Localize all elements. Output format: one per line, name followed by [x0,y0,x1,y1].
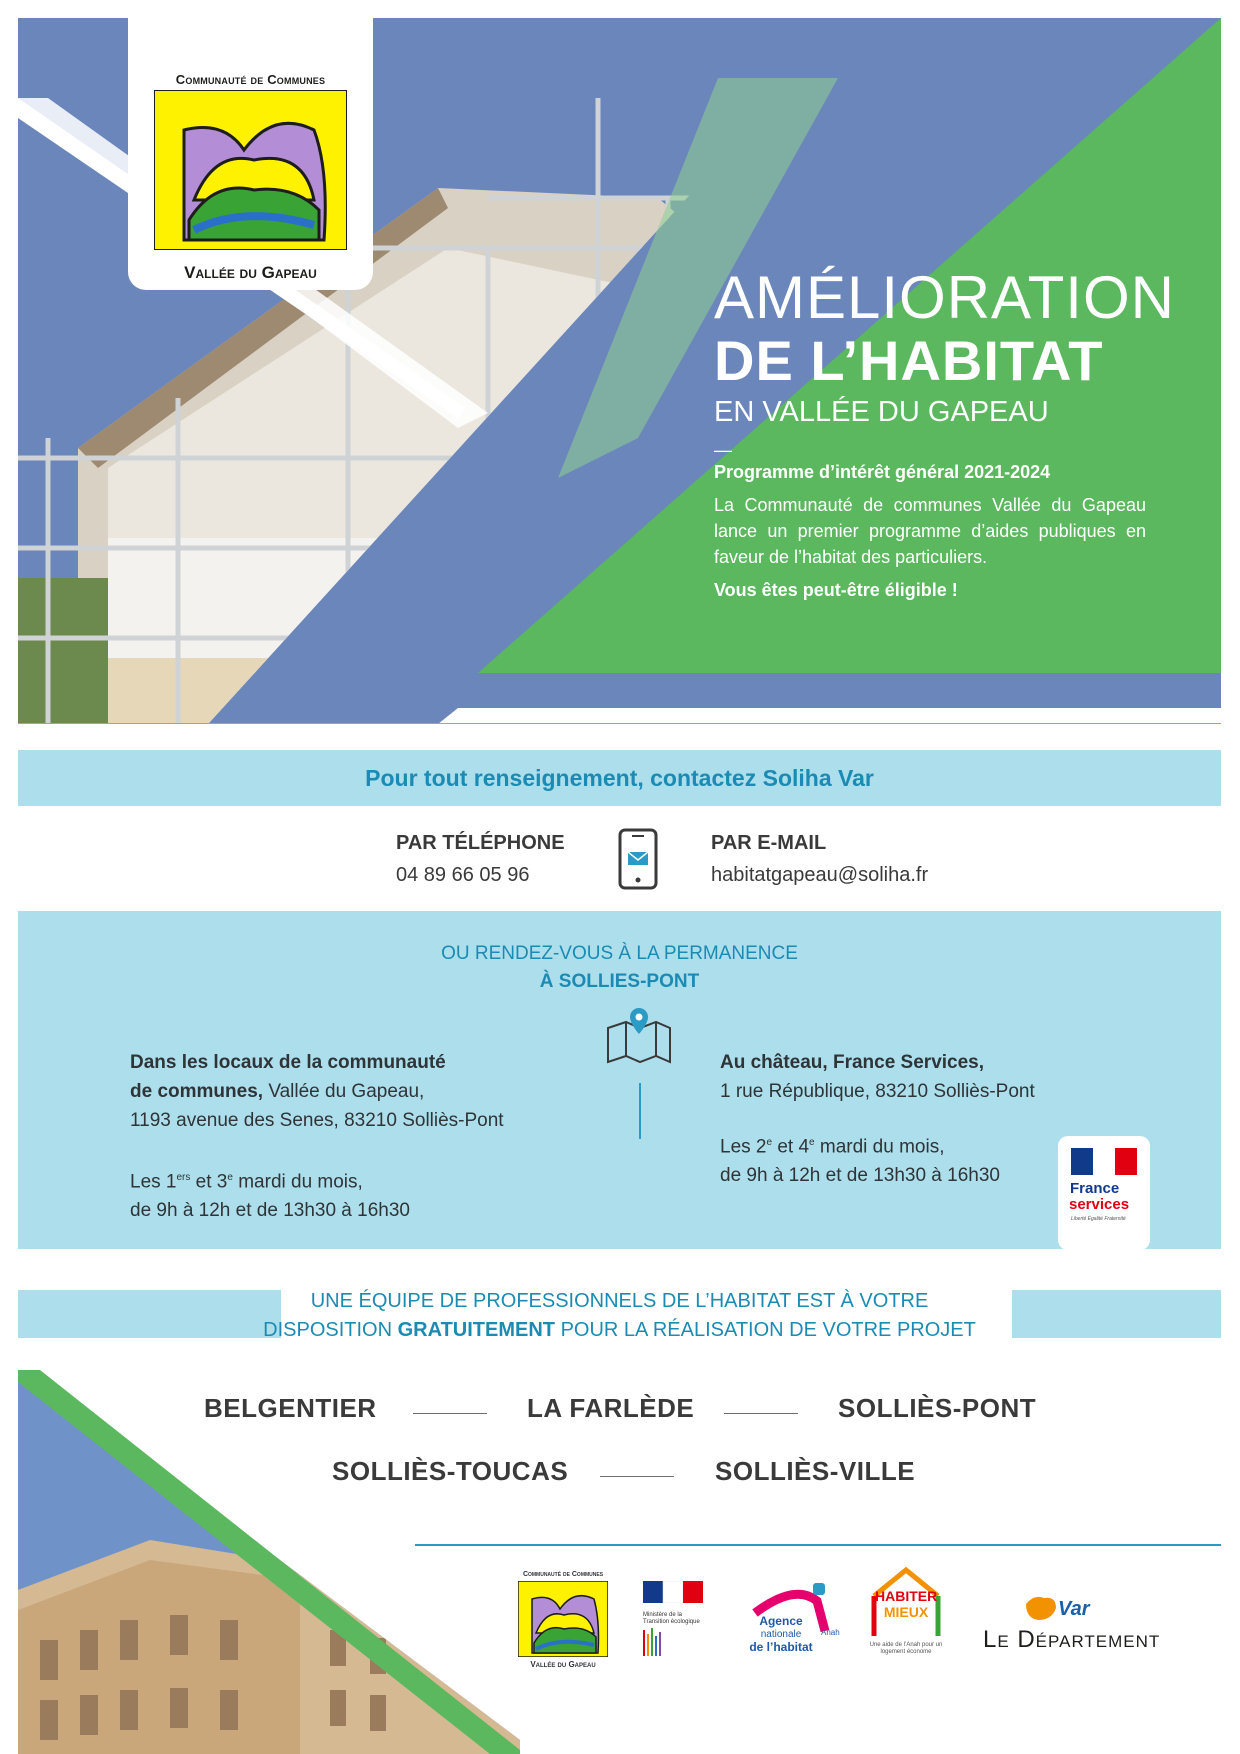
program-label: Programme d’intérêt général 2021-2024 [714,462,1051,482]
appointment-title-line2: À SOLLIES-PONT [539,971,700,992]
contact-banner [18,750,1221,806]
partner-habiter-mieux-logo [867,1566,945,1676]
phone-label: PAR TÉLÉPHONE [396,832,565,854]
location-left [130,1048,600,1225]
marianne-flag-icon [1071,1148,1137,1175]
partner-cc-bottom: Vallée du Gapeau [530,1660,596,1669]
intro-paragraph: La Communauté de communes Vallée du Gapeau lance un premier programme d’aides publiques en faveur de l’habitat des particuliers. [714,495,1146,567]
location-right-address: 1 rue République, 83210 Solliès-Pont [720,1081,1035,1102]
logo-top-text: Communauté de Communes [175,72,326,87]
hero-subtitle: EN VALLÉE DU GAPEAU [714,396,1049,428]
hero-dash: — [714,440,732,460]
partner-ministere-text: Ministère de la Transition écologique [643,1612,700,1625]
sched-text: Les 2 [720,1136,767,1158]
departement-label: Le Département [983,1626,1161,1653]
marianne-flag-small-icon [643,1581,703,1603]
team-line2-b: POUR LA RÉALISATION DE VOTRE PROJET [555,1319,976,1341]
contact-banner-text: Pour tout renseignement, contactez Soliha Var [365,765,874,791]
eligible-callout: Vous êtes peut-être éligible ! [714,580,958,600]
town-la-farlede: LA FARLÈDE [527,1393,695,1423]
sched-text: mardi du mois, [232,1171,363,1193]
france-services-motto: Liberté Égalité Fraternité [1071,1216,1126,1222]
town-separator [413,1413,487,1414]
location-left-address: 1193 avenue des Senes, 83210 Solliès-Pont [130,1110,504,1131]
partner-ministere-logo [643,1581,711,1671]
sched-text: et 3 [190,1171,228,1193]
bottom-photo-illustration [0,1370,520,1754]
anah-line2: nationale [760,1629,802,1640]
phone-email-icon [618,828,658,890]
logo-bottom-text: Vallée du Gapeau [184,263,317,282]
location-left-bold2: de communes, [130,1081,264,1102]
sched-text: Les 1 [130,1171,177,1193]
france-services-logo [1058,1136,1150,1250]
divider-line [415,1544,1221,1546]
location-right [720,1048,1080,1190]
appointment-title-line1: OU RENDEZ-VOUS À LA PERMANENCE [441,943,798,964]
sched-sup: e [809,1137,815,1148]
france-services-services: services [1069,1196,1130,1213]
town-belgentier: BELGENTIER [204,1393,377,1423]
team-line2-bold: GRATUITEMENT [397,1319,556,1341]
partner-cc-top: Communauté de Communes [522,1571,604,1578]
ministere-bars-icon [643,1626,663,1656]
divider-line [18,723,1221,724]
logo-card [128,18,373,290]
location-left-rest2: Vallée du Gapeau, [263,1081,425,1102]
france-services-france: France [1070,1180,1120,1197]
town-separator [724,1413,798,1414]
habiter-tag: Une aide de l’Anah pour un logement économe [869,1642,943,1655]
vallee-du-gapeau-logo-icon [154,90,347,250]
hero-title-line1: AMÉLIORATION [714,264,1175,331]
var-label: Var [1058,1598,1090,1620]
town-sollies-toucas: SOLLIÈS-TOUCAS [332,1456,569,1486]
sched-sup: e [766,1137,773,1148]
sched-text: et 4 [772,1136,810,1158]
var-map-icon [1024,1594,1058,1622]
habiter-line1: HABITER [875,1588,938,1604]
partner-anah-logo [745,1583,845,1668]
anah-line1: Agence [759,1614,803,1628]
phone-value[interactable]: 04 89 66 05 96 [396,864,530,886]
sched-sup: e [227,1172,233,1183]
anah-tag: Anah [821,1628,840,1637]
location-left-hours: de 9h à 12h et de 13h30 à 16h30 [130,1200,410,1222]
sched-text: mardi du mois, [814,1136,945,1158]
team-line2-a: DISPOSITION [263,1319,398,1341]
sched-sup: ers [176,1172,191,1183]
team-line1: UNE ÉQUIPE DE PROFESSIONNELS DE L’HABITAT EST À VOTRE [310,1290,929,1312]
hero-title-line2: DE L’HABITAT [714,329,1104,392]
location-right-schedule [720,1128,1080,1161]
town-separator [600,1476,674,1477]
partner-cc-logo [515,1571,611,1673]
town-sollies-pont: SOLLIÈS-PONT [838,1393,1037,1423]
location-left-bold1: Dans les locaux de la communauté [130,1052,446,1073]
vertical-divider [639,1083,641,1139]
anah-line3: de l’habitat [749,1640,813,1654]
email-label: PAR E-MAIL [711,832,827,854]
vallee-du-gapeau-small-icon [518,1581,608,1657]
location-right-hours: de 9h à 12h et de 13h30 à 16h30 [720,1165,1000,1187]
email-value[interactable]: habitatgapeau@soliha.fr [711,864,929,886]
location-left-schedule [130,1163,600,1196]
location-right-bold1: Au château, France Services, [720,1052,985,1073]
team-line2 [18,1319,1221,1342]
map-pin-icon [604,1006,674,1066]
habiter-line2: MIEUX [883,1604,929,1620]
town-sollies-ville: SOLLIÈS-VILLE [715,1456,916,1486]
